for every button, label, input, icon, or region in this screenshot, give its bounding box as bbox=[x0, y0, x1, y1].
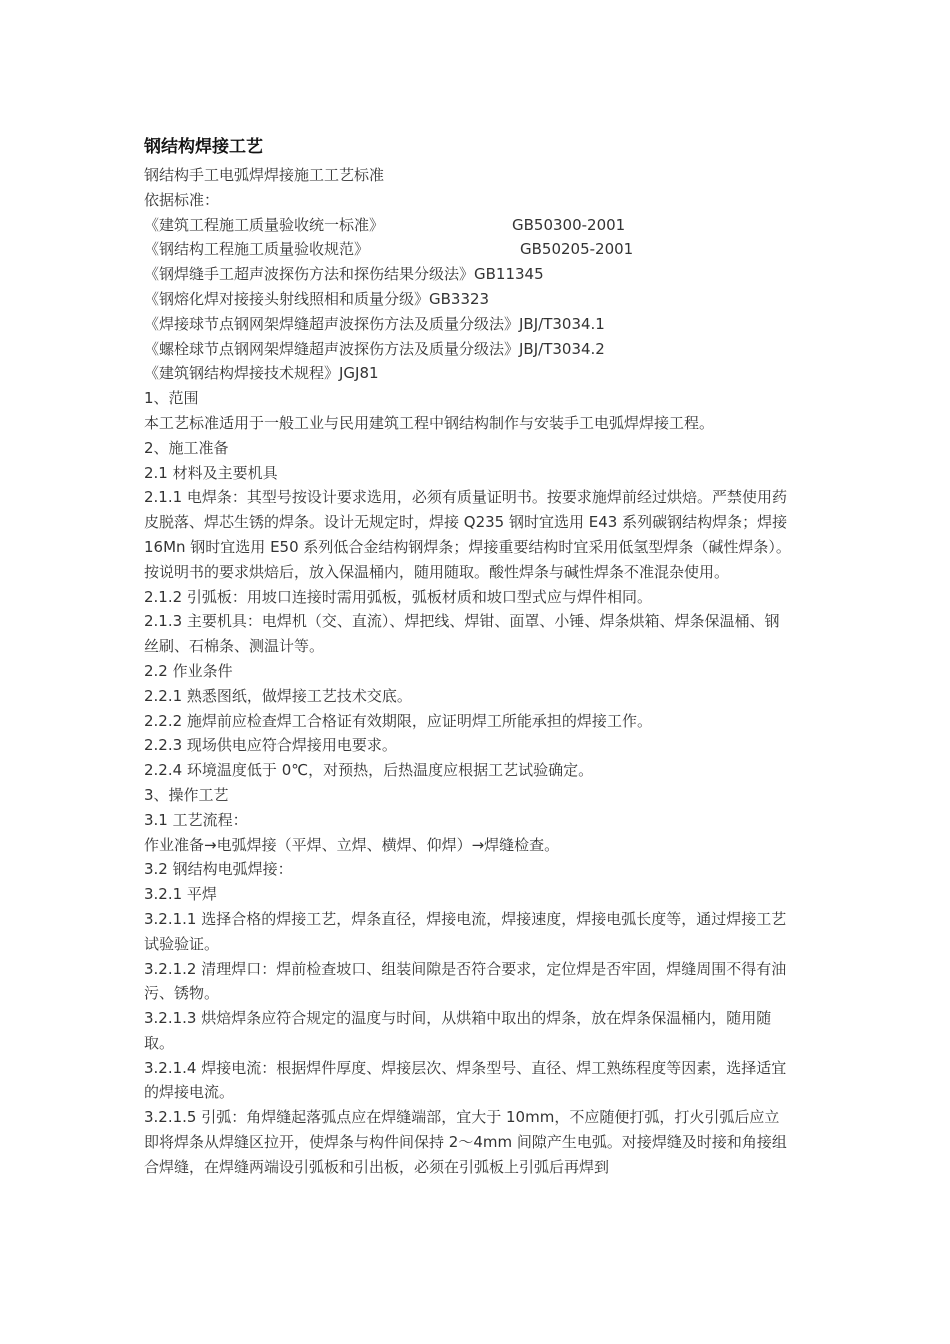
paragraph: 3.2.1.5 引弧：角焊缝起落弧点应在焊缝端部，宜大于 10mm，不应随便打弧，打火引弧后应立即将焊条从焊缝区拉开，使焊条与构件间保持 2～4mm 间隙产生电弧。对接焊缝及时接和角接组合焊缝，在焊缝两端设引弧板和引出板，必须在引弧板上引弧后再焊到 bbox=[144, 1108, 787, 1176]
standard-item bbox=[144, 237, 794, 262]
basis-label: 依据标准： bbox=[144, 190, 220, 209]
standard-item: 《螺栓球节点钢网架焊缝超声波探伤方法及质量分级法》JBJ/T3034.2 bbox=[144, 339, 605, 358]
subsection-heading: 3.2.1 平焊 bbox=[144, 885, 217, 904]
subsection-heading: 2.2 作业条件 bbox=[144, 661, 233, 680]
paragraph: 3.2.1.1 选择合格的焊接工艺，焊条直径，焊接电流，焊接速度，焊接电弧长度等，通过焊接工艺试验验证。 bbox=[144, 909, 787, 953]
paragraph: 3.2.1.2 清理焊口：焊前检查坡口、组装间隙是否符合要求，定位焊是否牢固，焊缝周围不得有油污、锈物。 bbox=[144, 959, 787, 1003]
subsection-heading: 3.2 钢结构电弧焊接： bbox=[144, 860, 293, 879]
paragraph: 2.1.3 主要机具：电焊机（交、直流）、焊把线、焊钳、面罩、小锤、焊条烘箱、焊条保温桶、钢丝刷、石棉条、测温计等。 bbox=[144, 612, 780, 656]
paragraph: 2.2.4 环境温度低于 0℃，对预热，后热温度应根据工艺试验确定。 bbox=[144, 761, 594, 780]
paragraph: 本工艺标准适用于一般工业与民用建筑工程中钢结构制作与安装手工电弧焊焊接工程。 bbox=[144, 413, 715, 432]
standard-name: 《建筑工程施工质量验收统一标准》 bbox=[144, 215, 385, 234]
paragraph: 2.2.3 现场供电应符合焊接用电要求。 bbox=[144, 736, 397, 755]
standard-code: GB50205-2001 bbox=[520, 240, 634, 259]
standard-item: 《建筑钢结构焊接技术规程》JGJ81 bbox=[144, 364, 379, 383]
paragraph: 3.2.1.3 烘焙焊条应符合规定的温度与时间，从烘箱中取出的焊条，放在焊条保温桶内，随用随取。 bbox=[144, 1009, 772, 1052]
section-heading: 2、施工准备 bbox=[144, 438, 229, 457]
standard-item: 《焊接球节点钢网架焊缝超声波探伤方法及质量分级法》JBJ/T3034.1 bbox=[144, 314, 605, 333]
paragraph: 2.2.1 熟悉图纸，做焊接工艺技术交底。 bbox=[144, 686, 412, 705]
standard-item: 《钢焊缝手工超声波探伤方法和探伤结果分级法》GB11345 bbox=[144, 265, 544, 284]
document-body bbox=[144, 133, 794, 1180]
document-title: 钢结构焊接工艺 bbox=[144, 137, 263, 157]
paragraph: 2.2.2 施焊前应检查焊工合格证有效期限，应证明焊工所能承担的焊接工作。 bbox=[144, 711, 652, 730]
section-heading: 1、范围 bbox=[144, 389, 199, 408]
section-heading: 3、操作工艺 bbox=[144, 785, 229, 804]
document-subtitle: 钢结构手工电弧焊焊接施工工艺标准 bbox=[144, 166, 385, 184]
paragraph: 2.1.1 电焊条：其型号按设计要求选用，必须有质量证明书。按要求施焊前经过烘焙。严禁使用药皮脱落、焊芯生锈的焊条。设计无规定时，焊接 Q235 钢时宜选用 E43 系列碳钢结构焊条；焊接 16Mn 钢时宜选用 E50 系列低合金结构钢焊条；焊接重要结构时宜采用低氢型焊条（碱性焊条）。按说明书的要求烘焙后，放入保温桶内，随用随取。酸性焊条与碱性焊条不准混杂使用。 bbox=[144, 488, 791, 581]
standard-item bbox=[144, 213, 794, 238]
paragraph: 作业准备→电弧焊接（平焊、立焊、横焊、仰焊）→焊缝检查。 bbox=[144, 835, 560, 854]
standard-code: GB50300-2001 bbox=[512, 215, 626, 234]
paragraph: 3.2.1.4 焊接电流：根据焊件厚度、焊接层次、焊条型号、直径、焊工熟练程度等因素，选择适宜的焊接电流。 bbox=[144, 1058, 787, 1102]
subsection-heading: 3.1 工艺流程： bbox=[144, 810, 248, 829]
standard-name: 《钢结构工程施工质量验收规范》 bbox=[144, 240, 370, 259]
subsection-heading: 2.1 材料及主要机具 bbox=[144, 463, 278, 482]
paragraph: 2.1.2 引弧板：用坡口连接时需用弧板，弧板材质和坡口型式应与焊件相同。 bbox=[144, 587, 652, 606]
standard-item: 《钢熔化焊对接接头射线照相和质量分级》GB3323 bbox=[144, 289, 490, 308]
